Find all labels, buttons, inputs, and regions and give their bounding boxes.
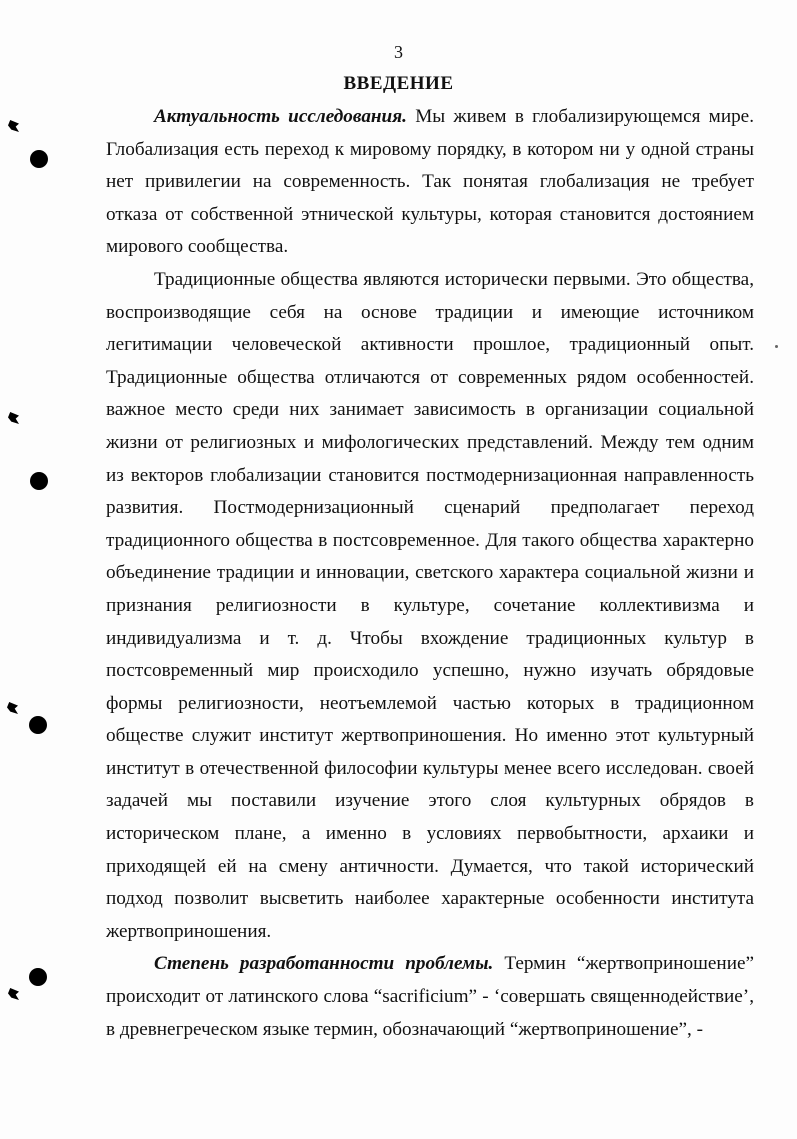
paragraph-text: Традиционные общества являются исторически первыми. Это общества, воспроизводящие себя на основе традиции и имеющие источником легитимации человеческой активности прошлое, традиционный опыт. Традиционные общества отличаются от современных рядом особенностей. важное место среди них занимает зависимость в организации социальной жизни от религиозных и мифологических представлений. Между тем одним из векторов глобализации становится постмодернизационная направленность развития. Постмодернизационный сценарий предполагает переход традиционного общества в постсовременное. Для такого общества характерно объединение традиции и инновации, светского характера социальной жизни и признания религиозности в культуре, сочетание коллективизма и индивидуализма и т. д. Чтобы вхождение традиционных культур в постсовременный мир происходило успешно, нужно изучать обрядовые формы религиозности, неотъемлемой частью которых в традиционном обществе служит институт жертвоприношения. Но именно этот культурный институт в отечественной философии культуры менее всего исследован. своей задачей мы поставили изучение этого слоя культурных обрядов в историческом плане, а именно в условиях первобытности, архаики и приходящей ей на смену античности. Думается, что такой исторический подход позволит высветить наиболее характерные особенности института жертвоприношения. [106, 268, 754, 942]
scan-mark [8, 120, 19, 132]
scan-mark [8, 412, 19, 424]
paragraph-degree-of-study [106, 948, 754, 1046]
paragraph-relevance [106, 101, 754, 264]
paragraph-text: Мы живем в глобализирующемся мире. Глобализация есть переход к мировому порядку, в котором ни у одной страны нет привилегии на современность. Так понятая глобализация не требует отказа от собственной этнической культуры, которая становится достоянием мирового сообщества. [106, 106, 754, 258]
paragraph-text: Термин “жертвоприношение” происходит от латинского слова “sacrificium” - ‘совершать священнодействие’, в древнегреческом языке термин, обозначающий “жертвоприношение”, - [106, 953, 754, 1040]
scan-speck [775, 345, 778, 348]
paragraph-lead: Актуальность исследования. [154, 106, 407, 127]
scan-mark [8, 988, 19, 1000]
binder-hole [29, 968, 47, 986]
binder-hole [30, 472, 48, 490]
paragraph-lead: Степень разработанности проблемы. [154, 953, 494, 975]
binder-hole [30, 150, 48, 168]
paragraph-traditional-societies [106, 264, 754, 948]
page-number: 3 [394, 42, 403, 62]
body-text [106, 101, 754, 1046]
binder-hole [29, 716, 47, 734]
section-heading: ВВЕДЕНИЕ [343, 73, 454, 94]
scan-mark [7, 702, 18, 714]
